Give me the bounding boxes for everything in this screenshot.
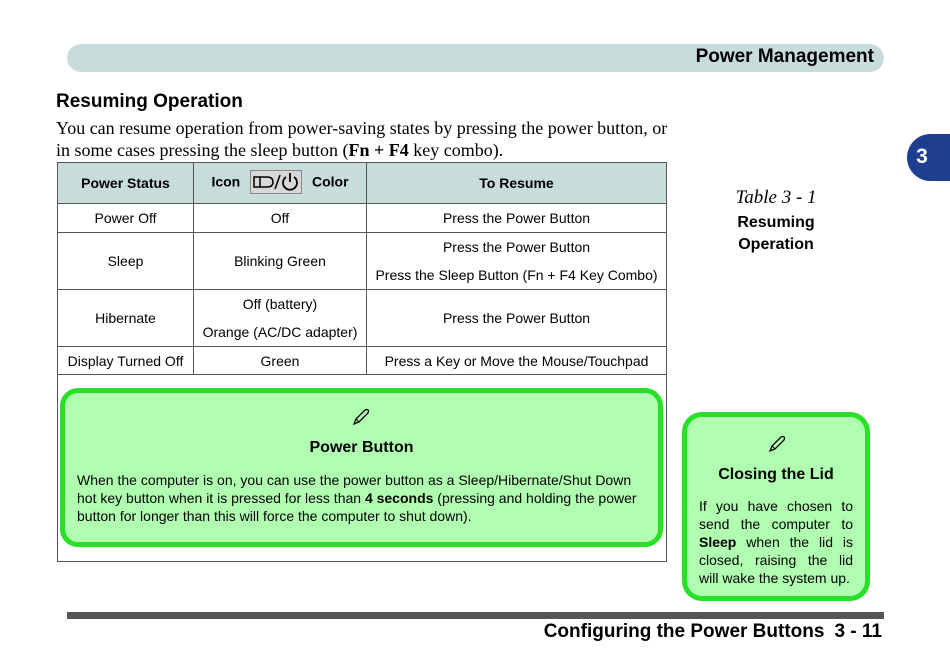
note-body-text: when the lid is closed, raising the lid will wake the system up. xyxy=(699,534,853,586)
intro-text-after: key combo). xyxy=(408,140,504,160)
cell-resume-line: Press the Sleep Button (Fn + F4 Key Combo) xyxy=(375,267,658,283)
cell-status: Hibernate xyxy=(58,290,194,347)
closing-lid-note-body xyxy=(699,497,853,587)
cell-color: Blinking Green xyxy=(194,233,367,290)
header-color: Color xyxy=(312,173,349,190)
table-header-row xyxy=(58,163,667,204)
cell-resume: Press a Key or Move the Mouse/Touchpad xyxy=(367,347,667,375)
power-button-note xyxy=(60,388,663,547)
table-row xyxy=(58,233,667,290)
sleep-power-icon xyxy=(250,170,302,194)
header-icon-color xyxy=(194,163,367,204)
footer-title: Configuring the Power Buttons xyxy=(543,621,825,642)
closing-lid-note xyxy=(682,412,870,601)
power-button-note-body xyxy=(77,471,644,525)
table-row xyxy=(58,347,667,375)
cell-color-line: Orange (AC/DC adapter) xyxy=(202,324,358,340)
cell-resume xyxy=(367,233,667,290)
cell-resume: Press the Power Button xyxy=(367,204,667,233)
table-caption xyxy=(700,186,852,256)
footer xyxy=(544,620,882,644)
caption-title: Resuming Operation xyxy=(737,214,815,253)
intro-key-combo: Fn + F4 xyxy=(348,140,409,160)
intro-paragraph xyxy=(56,117,676,161)
caption-number: Table 3 - 1 xyxy=(735,187,817,208)
cell-color: Green xyxy=(194,347,367,375)
header-to-resume: To Resume xyxy=(367,163,667,204)
note-body-text: If you have chosen to send the computer to xyxy=(699,498,853,532)
header-title: Power Management xyxy=(695,46,874,67)
chapter-number: 3 xyxy=(916,145,928,168)
cell-resume: Press the Power Button xyxy=(367,290,667,347)
closing-lid-note-title: Closing the Lid xyxy=(718,466,834,483)
header-icon: Icon xyxy=(211,173,241,190)
cell-status: Power Off xyxy=(58,204,194,233)
header-power-status: Power Status xyxy=(58,163,194,204)
power-button-note-title: Power Button xyxy=(309,439,414,456)
cell-resume-line: Press the Power Button xyxy=(442,239,591,255)
cell-color-line: Off (battery) xyxy=(242,296,318,312)
note-body-bold: Sleep xyxy=(699,534,737,550)
pencil-icon xyxy=(351,407,371,432)
cell-status: Display Turned Off xyxy=(58,347,194,375)
note-body-text: (pressing and holding the power button for longer than this will force the computer to shut down). xyxy=(77,490,637,524)
note-body-text: When the computer is on, you can use the power button as a Sleep/Hibernate/Shut Down hot key button when it is pressed for less than xyxy=(77,472,632,506)
pencil-icon xyxy=(767,434,787,459)
table-row xyxy=(58,204,667,233)
page-number: 3 - 11 xyxy=(834,621,882,642)
cell-color xyxy=(194,290,367,347)
footer-bar xyxy=(67,612,884,619)
cell-status: Sleep xyxy=(58,233,194,290)
table-row xyxy=(58,290,667,347)
cell-color: Off xyxy=(194,204,367,233)
intro-text-before: You can resume operation from power-saving states by pressing the power button, or in some cases pressing the sleep button ( xyxy=(56,118,668,160)
note-body-bold: 4 seconds xyxy=(364,490,434,506)
section-heading: Resuming Operation xyxy=(56,91,243,112)
